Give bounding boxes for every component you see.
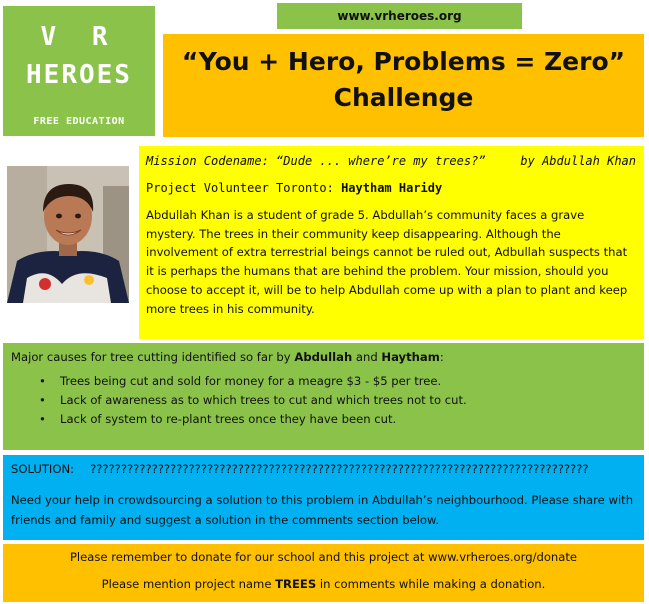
challenge-title-box [163, 34, 644, 137]
website-url-text[interactable]: www.vrheroes.org [337, 9, 462, 23]
student-photo-image [7, 166, 129, 303]
website-url-banner[interactable] [277, 3, 522, 29]
donate-line-2 [3, 577, 644, 591]
causes-name-2: Haytham [381, 350, 440, 364]
project-volunteer [146, 180, 636, 197]
title-line-2: Challenge [333, 83, 474, 113]
student-photo [7, 166, 129, 303]
mission-description: Abdullah Khan is a student of grade 5. Abdullah’s community faces a grave mystery. The trees in their community keep disappearing. Although the involvement of extra terrestrial beings cannot be ruled out, Adbullah suspects that it is perhaps the humans that are behind the problem. Your mission, should you choose to accept it, will be to help Abdullah come up with a plan to plant and keep more trees in his community. [146, 207, 628, 316]
causes-intro-prefix: Major causes for tree cutting identified so far by [11, 350, 295, 364]
mission-box [139, 146, 644, 339]
mission-header [146, 153, 636, 170]
volunteer-name: Haytham Haridy [341, 181, 443, 196]
solution-label: SOLUTION: [11, 462, 75, 476]
vr-heroes-logo [3, 6, 155, 136]
donate-line-1: Please remember to donate for our school and this project at www.vrheroes.org/donate [69, 550, 578, 564]
causes-name-1: Abdullah [294, 350, 353, 364]
list-item: • Lack of awareness as to which trees to cut and which trees not to cut. [11, 391, 636, 410]
solution-box [3, 455, 644, 540]
causes-box [3, 343, 644, 450]
solution-text: Need your help in crowdsourcing a solution to this problem in Abdullah’s neighbourhood. Please share with friends and family and suggest a solution in the comments section below. [11, 492, 634, 528]
list-item: • Trees being cut and sold for money for a meagre $3 - $5 per tree. [11, 372, 636, 391]
solution-header [11, 461, 636, 479]
logo-line-3: FREE EDUCATION [33, 116, 125, 127]
donate-line-2-suffix: in comments while making a donation. [316, 577, 546, 591]
volunteer-label: Project Volunteer Toronto: [146, 181, 342, 196]
title-line-1: “You + Hero, Problems = Zero” [181, 47, 626, 76]
solution-marks: ????????????????????????????????????????????????????????????????????????????????? [90, 462, 589, 476]
causes-list [11, 372, 636, 429]
causes-intro [11, 349, 636, 366]
donate-line-2-prefix: Please mention project name [101, 577, 276, 591]
donate-box [3, 544, 644, 602]
causes-and: and [352, 350, 382, 364]
logo-line-1: V R [40, 22, 118, 52]
causes-colon: : [439, 350, 444, 364]
list-item: • Lack of system to re-plant trees once they have been cut. [11, 410, 636, 429]
mission-byline: by Abdullah Khan [520, 154, 636, 168]
mission-codename: Mission Codename: “Dude ... where’re my trees?” [146, 154, 486, 168]
donate-project-name: TREES [275, 577, 317, 591]
logo-line-2: HEROES [26, 60, 132, 90]
